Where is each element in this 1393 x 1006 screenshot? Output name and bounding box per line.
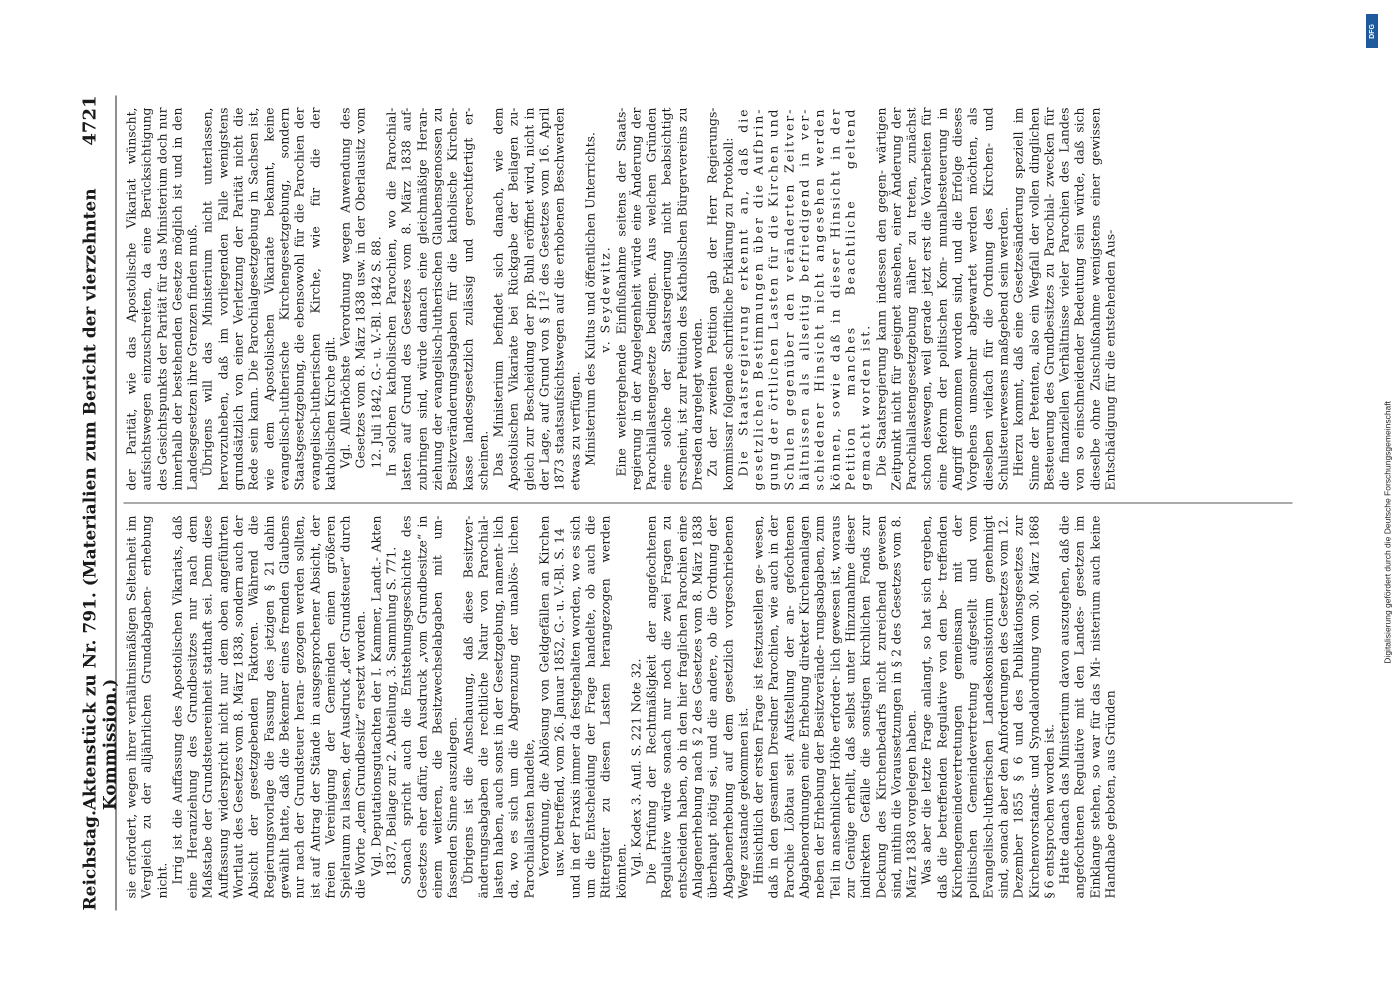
page-number: 4721 <box>79 95 101 146</box>
signature-ministry: Ministerium des Kultus und öffentlichen Unterrichts. <box>582 132 598 466</box>
paragraph: Hinsichtlich der ersten Frage ist festzustellen ge- wesen, daß in den gesamten Dresdner Parochien, wie auch in der Parochie Löbtau seit Aufstellung der an- gefochtenen Abgabenordnungen eine Erhebung direkter Kirchenanlagen neben der Erhebung der Besitzverände- rungsabgaben, zum Teil in ansehnlicher Höhe erforder- lich gewesen ist, woraus zur Genüge erhellt, daß selbst unter Hinzunahme dieser indirekten Gefälle die sonstigen kirchlichen Fonds zur Deckung des Kirchenbedarfs nicht zureichend gewesen sind, mithin die Voraussetzungen in § 2 des Gesetzes vom 8. März 1838 vorgelegen haben. <box>750 515 919 899</box>
reference: Vgl. Allerhöchste Verordnung wegen Anwendung des Gesetzes vom 8. März 1838 usw. in der Oberlausitz vom 12. Juli 1842, G.- u. V.-Bl. 1842 S. 88. <box>337 107 384 469</box>
paragraph: und in der Praxis immer da festgehalten worden, wo es sich um die Entscheidung der Frage handelte, ob auch die Rittergüter zu diesen Lasten herangezogen werden könnten. <box>567 515 628 899</box>
paragraph: Hierzu kommt, daß eine Gesetzesänderung speziell im Sinne der Petenten, also ein Wegfall der vollen dinglichen Besteuerung des Grundbesitzes zu Parochial- zwecken für die finanziellen Verhältnisse vieler Parochien des Landes von so einschneidender Bedeutung sein würde, daß sich dieselbe ohne Zuschußnahme wenigstens einer gewissen Entschädigung für die entstehenden Aus- <box>1010 107 1118 491</box>
paragraph: In solchen katholischen Parochien, wo die Parochial- lasten auf Grund des Gesetzes vom 8. März 1838 auf- zubringen sind, würde danach eine gleichmäßige Heran- ziehung der evangelisch-lutherischen Glaubensgenossen zu Besitzveränderungsabgaben für die katholische Kirchen- kasse landesgesetzlich zulässig und gerechtfertigt er- scheinen. <box>383 107 491 491</box>
paragraph: Das Ministerium befindet sich danach, wie dem Apostolischen Vikariate bei Rückgabe der Beilagen zu- gleich zur Bescheidung der pp. Buhl eröffnet wird, nicht in der Lage, auf Grund von § 11² des Gesetzes vom 16. April 1873 staatsaufsichtswegen auf die erhobenen Beschwerden etwas zu verfügen. <box>490 107 583 491</box>
reference: Vgl. Deputationsgutachten der I. Kammer, Landt.- Akten 1837, Beilage zur 2. Abteilung, 3. Sammlung S. 771. <box>368 515 399 877</box>
paragraph: Eine weitergehende Einflußnahme seitens der Staats- regierung in der Angelegenheit würde eine Änderung der Parochiallastengesetze bedingen. Aus welchen Gründen eine solche der Staatsregierung nicht beabsichtigt erscheint, ist zur Petition des Katholischen Bürgervereins zu Dresden dargelegt worden. <box>613 107 705 491</box>
reference: Verordnung, die Ablösung von Geldgefällen an Kirchen usw. betreffend, vom 26. Januar 1852, G.- u. V.-Bl. S. 14 <box>536 515 567 877</box>
paragraph: sie erfordert, wegen ihrer verhältnismäßigen Seltenheit im Vergleich zu der alljährlichen Grundabgaben- erhebung nicht. <box>123 515 170 899</box>
paragraph: Zu der zweiten Petition gab der Herr Regierungs- kommissar folgende schriftliche Erklärung zu Protokoll: <box>704 107 736 491</box>
right-column <box>124 96 1293 504</box>
paragraph: Die Staatsregierung kann indessen den gegen- wärtigen Zeitpunkt nicht für geeignet ansehen, einer Änderung der Parochiallastengesetzgebung näher zu treten, zunächst schon deswegen, weil gerade jetzt erst die Vorarbeiten für eine Reform der politischen Kom- munalbesteuerung in Angriff genommen worden sind, und die Erfolge dieses Vorgehens umsomehr abgewartet werden möchten, als dieselben vielfach für die Ordnung des Kirchen- und Schulsteuerwesens maßgebend sein werden. <box>873 107 1011 491</box>
header-left: Reichstag. <box>80 810 101 911</box>
signature-name: v. Seydewitz. <box>597 245 613 353</box>
dfg-logo-text: DFG <box>1368 23 1376 39</box>
paragraph: Übrigens ist die Anschauung, daß diese Besitzver- änderungsabgaben die rechtliche Natur von Parochial- lasten haben, auch sonst in der Gesetzgebung, nament- lich da, wo es sich um die Abgrenzung der unablös- lichen Parochiallasten handelte, <box>460 515 537 899</box>
left-column <box>124 504 1293 911</box>
header-rule <box>116 96 117 911</box>
rotated-document-page <box>0 1 1383 1001</box>
text-columns <box>124 96 1293 911</box>
header-title: Aktenstück zu Nr. 791. (Materialien zum Bericht der vierzehnten Kommission.) <box>80 188 121 811</box>
reference: Vgl. Kodex 3. Aufl. S. 221 Note 32. <box>628 658 644 877</box>
paragraph: der Parität, wie das Apostolische Vikariat wünscht, aufsichtswegen einzuschreiten, da eine Berücksichtigung des Gesichtspunkts der Parität für das Ministerium doch nur innerhalb der bestehenden Gesetze möglich ist und in den Landesgesetzen ihre Grenzen finden muß. <box>123 107 200 491</box>
paragraph: Die Prüfung der Rechtmäßigkeit der angefochtenen Regulative würde sonach nur noch die zwei Fragen zu entscheiden haben, ob in den hier fraglichen Parochien eine Anlagenerhebung nach § 2 des Gesetzes vom 8. März 1838 überhaupt nötig sei, und die andere, ob die Ordnung der Abgabenerhebung auf dem gesetzlich vorgeschriebenen Wege zustande gekommen ist. <box>643 515 751 899</box>
paragraph: Die Staatsregierung erkennt an, daß die gesetzlichen Bestimmungen über die Aufbrin- gung der örtlichen Lasten für die Kirchen und Schulen gegenüber den veränderten Zeitver- hältnissen als allseitig befriedigend in ver- schiedener Hinsicht nicht angesehen werden können, sowie daß in dieser Hinsicht in der Petition manches Beachtliche geltend gemacht worden ist. <box>735 107 873 491</box>
paragraph: Übrigens will das Ministerium nicht unterlassen, hervorzuheben, daß im vorliegenden Falle wenigstens grundsätzlich von einer Verletzung der Parität nicht die Rede sein kann. Die Parochialgesetzgebung in Sachsen ist, wie dem Apostolischen Vikariate bekannt, keine evangelisch-lutherische Kirchengesetzgebung, sondern Staatsgesetzgebung, die ebensowohl für die Parochien der evangelisch-lutherischen Kirche, wie für die der katholischen Kirche gilt. <box>199 107 338 491</box>
paragraph: Irrig ist die Auffassung des Apostolischen Vikariats, daß eine Heranziehung des Grundbesitzes nur nach dem Maßstabe der Grundsteuereinheit statthaft sei. Denn diese Auffassung widerspricht nicht nur dem oben angeführten Wortlaut des Gesetzes vom 8. März 1838, sondern auch der Absicht der gesetzgebenden Faktoren. Während die Regierungsvorlage die Fassung des jetzigen § 21 dahin gewählt hatte, daß die Bekenner eines fremden Glaubens nur nach der Grundsteuer heran- gezogen werden sollten, ist auf Antrag der Stände in ausgesprochener Absicht, der freien Vereinigung der Gemeinden einen größeren Spielraum zu lassen, der Ausdruck „der Grundsteuer“ durch die Worte „dem Grundbesitz“ ersetzt worden. <box>169 515 368 899</box>
paragraph: Was aber die letzte Frage anlangt, so hat sich ergeben, daß die betreffenden Regulative von den be- treffenden Kirchengemeindevertretungen gemeinsam mit der politischen Gemeindevertretung aufgestellt und vom Evangelisch-lutherischen Landeskonsistorium genehmigt sind, sonach aber den Anforderungen des Gesetzes vom 12. Dezember 1855 § 6 und des Publikationsgesetzes zur Kirchenvorstands- und Synodalordnung vom 30. März 1868 § 6 entsprochen worden ist. <box>918 515 1057 899</box>
watermark-text: Digitalisierung gefördert durch die Deutsche Forschungsgemeinschaft <box>1383 401 1393 664</box>
running-header <box>79 95 121 911</box>
dfg-logo-badge <box>1366 14 1378 48</box>
paragraph: Sonach spricht auch die Entstehungsgeschichte des Gesetzes eher dafür, den Ausdruck „vom Grundbesitze“ in einem weiteren, die Besitzwechselabgaben mit um- fassenden Sinne auszulegen. <box>398 515 460 899</box>
digitization-watermark <box>1363 6 1393 1006</box>
paragraph: Hatte danach das Ministerium davon auszugehen, daß die angefochtenen Regulative mit den Landes- gesetzen im Einklange stehen, so war für das Mi- nisterium auch keine Handhabe geboten, aus Gründen <box>1056 515 1118 899</box>
